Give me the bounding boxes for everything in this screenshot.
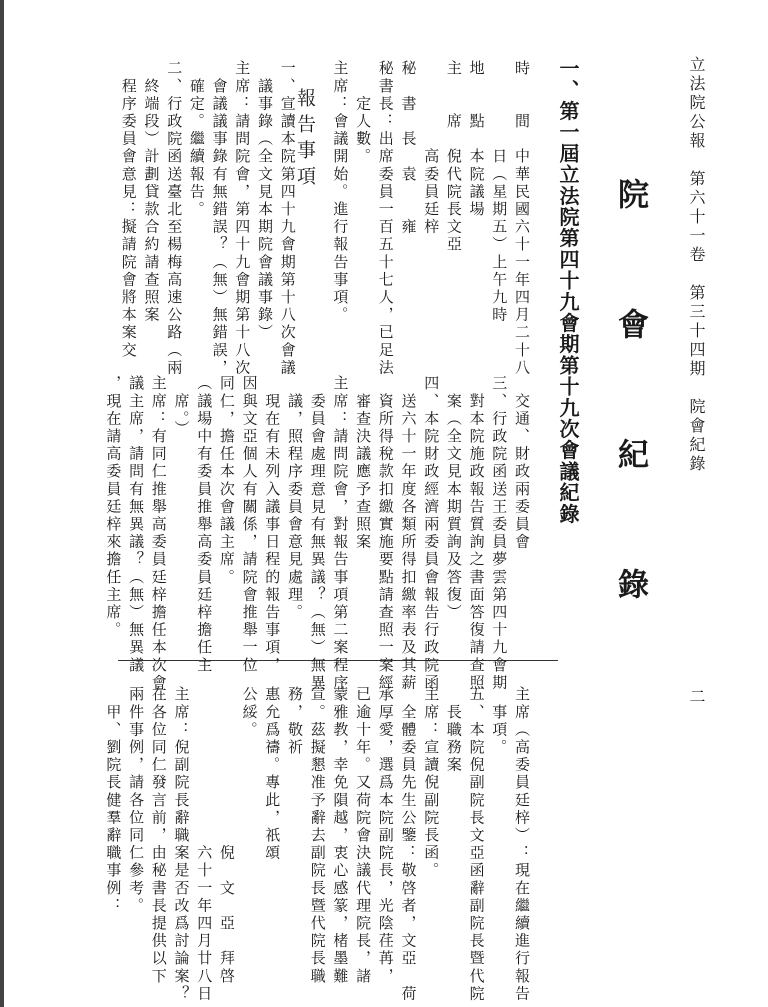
text-column: 甲、劉院長健羣辭職事例： (104, 686, 123, 915)
text-column: 主席：宣讀倪副院長函。 (422, 686, 441, 880)
text-column: 時 間 中華民國六十一年四月二十八 (513, 60, 531, 377)
text-column: 秘 書 長 袁 雍 (399, 60, 418, 236)
text-column: 承厚愛，選爲本院副院長，光陰荏苒， (376, 686, 395, 986)
text-column: 主 席 倪代院長文亞 (444, 60, 463, 254)
text-column: 終端段）計劃貸款合約請查照案 (142, 60, 161, 324)
text-column: 高委員廷梓 (422, 60, 441, 236)
text-column: 務，敬祈 (286, 686, 304, 757)
text-column: 地 點 本院議場 (467, 60, 486, 219)
text-column: 主席（高委員廷梓）：現在繼續進行報告 (513, 686, 531, 1003)
text-column: 六十一年四月廿八日 (195, 686, 214, 1003)
text-column: 秘書長：出席委員一百五十七人，已足法 (376, 60, 395, 377)
section-heading: 院 會 紀 錄 (612, 178, 648, 633)
text-column: 三、行政院函送王委員夢雲第四十九會期 (490, 375, 509, 692)
text-column: 主席：有同仁推舉高委員廷梓擔任本次會 (149, 375, 168, 692)
text-column: 主席：會議開始。進行報告事項。 (331, 60, 350, 324)
page-number: 二 (687, 688, 706, 707)
text-column: 因與文亞個人有關係，請院會推舉一位 (240, 375, 259, 675)
text-column: 主席：請問院會，對報告事項第二案程序 (331, 375, 350, 692)
running-title: 立法院公報 第六十一卷 第三十四期 院會紀錄 (687, 56, 706, 474)
text-column: 四、本院財政經濟兩委員會報告行政院函 (422, 375, 441, 692)
text-column: 宣。茲擬懇准予辭去副院長暨代院長職 (308, 686, 327, 986)
text-column: 送六十一年度各類所得扣繳率表及其薪 (399, 375, 418, 692)
text-column: 席。） (172, 375, 191, 438)
text-column: 對本院施政報告質詢之書面答復請查照 (467, 375, 486, 692)
text-column: 二、行政院函送臺北至楊梅高速公路（兩 (165, 60, 184, 377)
text-column: 議事錄（全文見本期院會議事錄） (256, 60, 274, 342)
text-column: 倪 文 亞 拜啓 (217, 686, 236, 986)
text-column: 全體委員先生公鑒：敬啓者，文亞 荷 (399, 686, 418, 1003)
binding-edge (0, 0, 4, 1007)
meeting-title: 一、第一屆立法院第四十九會期第十九次會議紀錄 (556, 58, 580, 525)
text-column: 已逾十年。又荷院會決議代理院長，諸 (354, 686, 373, 986)
text-column: 現在有未列入議事日程的報告事項， (263, 375, 282, 675)
text-column: 主席：請問院會，第四十九會期第十八次 (233, 60, 252, 377)
text-column: （議場中有委員推舉高委員廷梓擔任主 (195, 375, 214, 675)
text-column: 事項。 (490, 686, 509, 757)
text-column: 程序委員會意見：擬請院會將本案交 (119, 60, 138, 360)
text-column: 審查決議應予查照案 (354, 375, 373, 551)
text-column: 五、本院倪副院長文亞函辭副院長暨代院 (467, 686, 486, 1003)
text-column: 公綏。 (240, 686, 259, 739)
text-column: 一、宣讀本院第四十九會期第十八次會議 (278, 60, 297, 377)
text-column: ，現在請高委員廷梓來擔任主席。 (104, 375, 123, 639)
text-column: 在各位同仁發言前，由秘書長提供以下 (149, 686, 168, 986)
report-heading: 報告事項 (294, 88, 316, 192)
text-column: 長職務案 (444, 686, 463, 774)
text-column: 資所得稅款扣繳實施要點請查照一案經 (376, 375, 395, 692)
text-column: 案（全文見本期質詢及答復） (444, 375, 463, 622)
text-column: 會議議事錄有無錯誤？（無）無錯誤， (210, 60, 229, 377)
text-column: 兩件事例，請各位同仁參考。 (127, 686, 146, 915)
text-column: 日（星期五）上午九時 (490, 60, 509, 324)
text-column: 議主席，請問有無異議？（無）無異議 (127, 375, 146, 675)
text-column: 交通、財政兩委員會 (513, 375, 531, 551)
text-column: 議，照程序委員會意見處理。 (286, 375, 304, 622)
text-column: 蒙雅教，幸免隕越，衷心感篆，楮墨難 (331, 686, 350, 986)
text-column: 主席：倪副院長辭職案是否改爲討論案？ (172, 686, 191, 1003)
text-column: 同仁，擔任本次會議主席。 (217, 375, 236, 587)
text-column: 確定。繼續報告。 (187, 60, 206, 219)
text-column: 惠允爲禱。專此，祇頌 (263, 686, 282, 862)
text-column: 定人數。 (354, 60, 373, 166)
text-column: 委員會處理意見有無異議？（無）無異 (308, 375, 327, 692)
